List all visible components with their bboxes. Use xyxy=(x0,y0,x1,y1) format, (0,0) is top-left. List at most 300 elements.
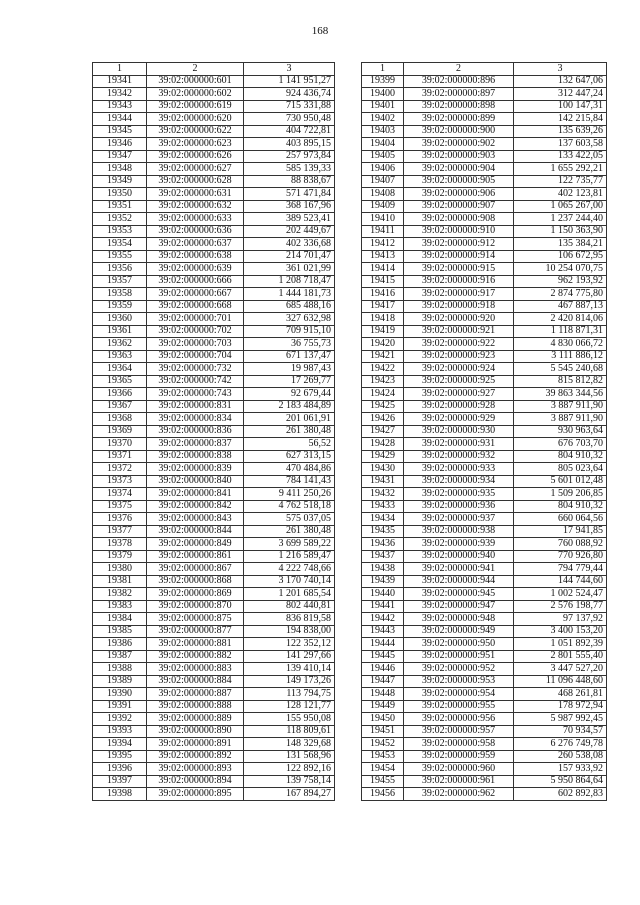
row-number-cell: 19408 xyxy=(362,188,404,201)
cadastral-number-cell: 39:02:000000:622 xyxy=(147,125,244,138)
cadastral-number-cell: 39:02:000000:870 xyxy=(147,600,244,613)
cadastral-number-cell: 39:02:000000:638 xyxy=(147,250,244,263)
table-row xyxy=(362,200,607,213)
table-row xyxy=(362,288,607,301)
cadastral-number-cell: 39:02:000000:944 xyxy=(404,575,514,588)
table-row xyxy=(93,513,335,526)
cadastral-number-cell: 39:02:000000:831 xyxy=(147,400,244,413)
table-row xyxy=(93,238,335,251)
table-row xyxy=(362,463,607,476)
value-cell: 671 137,47 xyxy=(244,350,335,363)
row-number-cell: 19418 xyxy=(362,313,404,326)
value-cell: 804 910,32 xyxy=(514,500,607,513)
value-cell: 1 118 871,31 xyxy=(514,325,607,338)
value-cell: 257 973,84 xyxy=(244,150,335,163)
value-cell: 2 576 198,77 xyxy=(514,600,607,613)
value-cell: 3 111 886,12 xyxy=(514,350,607,363)
cadastral-number-cell: 39:02:000000:923 xyxy=(404,350,514,363)
table-row xyxy=(362,550,607,563)
cadastral-number-cell: 39:02:000000:907 xyxy=(404,200,514,213)
row-number-cell: 19378 xyxy=(93,538,147,551)
value-cell: 260 538,08 xyxy=(514,750,607,763)
value-cell: 709 915,10 xyxy=(244,325,335,338)
table-row xyxy=(93,363,335,376)
row-number-cell: 19381 xyxy=(93,575,147,588)
cadastral-number-cell: 39:02:000000:950 xyxy=(404,638,514,651)
table-row xyxy=(362,725,607,738)
cadastral-table-left xyxy=(92,62,335,801)
value-cell: 4 830 066,72 xyxy=(514,338,607,351)
value-cell: 1 237 244,40 xyxy=(514,213,607,226)
table-row xyxy=(93,763,335,776)
cadastral-number-cell: 39:02:000000:628 xyxy=(147,175,244,188)
row-number-cell: 19413 xyxy=(362,250,404,263)
table-row xyxy=(362,613,607,626)
value-cell: 930 963,64 xyxy=(514,425,607,438)
value-cell: 17 941,85 xyxy=(514,525,607,538)
row-number-cell: 19411 xyxy=(362,225,404,238)
cadastral-number-cell: 39:02:000000:743 xyxy=(147,388,244,401)
row-number-cell: 19424 xyxy=(362,388,404,401)
row-number-cell: 19439 xyxy=(362,575,404,588)
value-cell: 135 639,26 xyxy=(514,125,607,138)
value-cell: 685 488,16 xyxy=(244,300,335,313)
row-number-cell: 19391 xyxy=(93,700,147,713)
value-cell: 402 123,81 xyxy=(514,188,607,201)
table-row xyxy=(93,150,335,163)
row-number-cell: 19405 xyxy=(362,150,404,163)
row-number-cell: 19383 xyxy=(93,600,147,613)
value-cell: 5 950 864,64 xyxy=(514,775,607,788)
row-number-cell: 19449 xyxy=(362,700,404,713)
row-number-cell: 19448 xyxy=(362,688,404,701)
cadastral-number-cell: 39:02:000000:626 xyxy=(147,150,244,163)
table-row xyxy=(93,400,335,413)
value-cell: 1 141 951,27 xyxy=(244,75,335,88)
row-number-cell: 19451 xyxy=(362,725,404,738)
value-cell: 194 838,00 xyxy=(244,625,335,638)
value-cell: 1 002 524,47 xyxy=(514,588,607,601)
value-cell: 88 838,67 xyxy=(244,175,335,188)
value-cell: 39 863 344,56 xyxy=(514,388,607,401)
row-number-cell: 19450 xyxy=(362,713,404,726)
value-cell: 470 484,86 xyxy=(244,463,335,476)
row-number-cell: 19406 xyxy=(362,163,404,176)
table-row xyxy=(93,350,335,363)
value-cell: 368 167,96 xyxy=(244,200,335,213)
value-cell: 468 261,81 xyxy=(514,688,607,701)
value-cell: 924 436,74 xyxy=(244,88,335,101)
cadastral-number-cell: 39:02:000000:623 xyxy=(147,138,244,151)
row-number-cell: 19412 xyxy=(362,238,404,251)
value-cell: 389 523,41 xyxy=(244,213,335,226)
value-cell: 133 422,05 xyxy=(514,150,607,163)
cadastral-number-cell: 39:02:000000:918 xyxy=(404,300,514,313)
table-row xyxy=(93,75,335,88)
row-number-cell: 19379 xyxy=(93,550,147,563)
row-number-cell: 19403 xyxy=(362,125,404,138)
row-number-cell: 19392 xyxy=(93,713,147,726)
cadastral-number-cell: 39:02:000000:668 xyxy=(147,300,244,313)
cadastral-number-cell: 39:02:000000:881 xyxy=(147,638,244,651)
cadastral-number-cell: 39:02:000000:627 xyxy=(147,163,244,176)
table-row xyxy=(93,475,335,488)
cadastral-number-cell: 39:02:000000:601 xyxy=(147,75,244,88)
row-number-cell: 19428 xyxy=(362,438,404,451)
value-cell: 70 934,57 xyxy=(514,725,607,738)
row-number-cell: 19409 xyxy=(362,200,404,213)
row-number-cell: 19353 xyxy=(93,225,147,238)
value-cell: 19 987,43 xyxy=(244,363,335,376)
cadastral-number-cell: 39:02:000000:704 xyxy=(147,350,244,363)
cadastral-number-cell: 39:02:000000:960 xyxy=(404,763,514,776)
value-cell: 760 088,92 xyxy=(514,538,607,551)
value-cell: 5 601 012,48 xyxy=(514,475,607,488)
row-number-cell: 19434 xyxy=(362,513,404,526)
cadastral-number-cell: 39:02:000000:949 xyxy=(404,625,514,638)
cadastral-number-cell: 39:02:000000:893 xyxy=(147,763,244,776)
table-row xyxy=(362,450,607,463)
cadastral-number-cell: 39:02:000000:883 xyxy=(147,663,244,676)
cadastral-number-cell: 39:02:000000:887 xyxy=(147,688,244,701)
cadastral-number-cell: 39:02:000000:899 xyxy=(404,113,514,126)
table-row xyxy=(362,525,607,538)
cadastral-number-cell: 39:02:000000:914 xyxy=(404,250,514,263)
row-number-cell: 19366 xyxy=(93,388,147,401)
value-cell: 403 895,15 xyxy=(244,138,335,151)
row-number-cell: 19390 xyxy=(93,688,147,701)
value-cell: 141 297,66 xyxy=(244,650,335,663)
table-row xyxy=(362,700,607,713)
row-number-cell: 19447 xyxy=(362,675,404,688)
value-cell: 122 352,12 xyxy=(244,638,335,651)
value-cell: 2 183 484,89 xyxy=(244,400,335,413)
column-header-2: 2 xyxy=(147,63,244,76)
table-row xyxy=(362,663,607,676)
page-number: 168 xyxy=(311,25,329,37)
table-row xyxy=(362,538,607,551)
cadastral-number-cell: 39:02:000000:602 xyxy=(147,88,244,101)
row-number-cell: 19350 xyxy=(93,188,147,201)
table-row xyxy=(362,588,607,601)
cadastral-number-cell: 39:02:000000:891 xyxy=(147,738,244,751)
row-number-cell: 19422 xyxy=(362,363,404,376)
row-number-cell: 19435 xyxy=(362,525,404,538)
row-number-cell: 19416 xyxy=(362,288,404,301)
cadastral-number-cell: 39:02:000000:927 xyxy=(404,388,514,401)
row-number-cell: 19352 xyxy=(93,213,147,226)
cadastral-number-cell: 39:02:000000:924 xyxy=(404,363,514,376)
row-number-cell: 19442 xyxy=(362,613,404,626)
table-row xyxy=(362,275,607,288)
value-cell: 11 096 448,60 xyxy=(514,675,607,688)
cadastral-number-cell: 39:02:000000:839 xyxy=(147,463,244,476)
table-row xyxy=(362,763,607,776)
cadastral-number-cell: 39:02:000000:917 xyxy=(404,288,514,301)
table-row xyxy=(362,625,607,638)
table-row xyxy=(93,650,335,663)
row-number-cell: 19374 xyxy=(93,488,147,501)
value-cell: 2 801 555,40 xyxy=(514,650,607,663)
row-number-cell: 19385 xyxy=(93,625,147,638)
value-cell: 3 170 740,14 xyxy=(244,575,335,588)
cadastral-number-cell: 39:02:000000:884 xyxy=(147,675,244,688)
value-cell: 770 926,80 xyxy=(514,550,607,563)
row-number-cell: 19433 xyxy=(362,500,404,513)
value-cell: 3 887 911,90 xyxy=(514,400,607,413)
table-header-row xyxy=(362,63,607,76)
cadastral-number-cell: 39:02:000000:842 xyxy=(147,500,244,513)
value-cell: 144 744,60 xyxy=(514,575,607,588)
value-cell: 571 471,84 xyxy=(244,188,335,201)
row-number-cell: 19387 xyxy=(93,650,147,663)
table-row xyxy=(93,413,335,426)
cadastral-number-cell: 39:02:000000:930 xyxy=(404,425,514,438)
value-cell: 836 819,58 xyxy=(244,613,335,626)
column-header-3: 3 xyxy=(514,63,607,76)
row-number-cell: 19395 xyxy=(93,750,147,763)
cadastral-number-cell: 39:02:000000:922 xyxy=(404,338,514,351)
table-row xyxy=(362,138,607,151)
row-number-cell: 19429 xyxy=(362,450,404,463)
table-row xyxy=(93,288,335,301)
value-cell: 794 779,44 xyxy=(514,563,607,576)
row-number-cell: 19371 xyxy=(93,450,147,463)
table-row xyxy=(93,213,335,226)
row-number-cell: 19362 xyxy=(93,338,147,351)
cadastral-number-cell: 39:02:000000:636 xyxy=(147,225,244,238)
value-cell: 3 887 911,90 xyxy=(514,413,607,426)
value-cell: 585 139,33 xyxy=(244,163,335,176)
cadastral-number-cell: 39:02:000000:948 xyxy=(404,613,514,626)
value-cell: 402 336,68 xyxy=(244,238,335,251)
table-row xyxy=(93,663,335,676)
cadastral-number-cell: 39:02:000000:837 xyxy=(147,438,244,451)
row-number-cell: 19376 xyxy=(93,513,147,526)
cadastral-number-cell: 39:02:000000:908 xyxy=(404,213,514,226)
table-row xyxy=(362,688,607,701)
column-header-1: 1 xyxy=(362,63,404,76)
table-row xyxy=(362,438,607,451)
row-number-cell: 19386 xyxy=(93,638,147,651)
value-cell: 361 021,99 xyxy=(244,263,335,276)
value-cell: 802 440,81 xyxy=(244,600,335,613)
value-cell: 118 809,61 xyxy=(244,725,335,738)
table-row xyxy=(93,788,335,801)
table-row xyxy=(93,263,335,276)
value-cell: 128 121,77 xyxy=(244,700,335,713)
row-number-cell: 19370 xyxy=(93,438,147,451)
table-row xyxy=(93,425,335,438)
table-row xyxy=(362,775,607,788)
cadastral-number-cell: 39:02:000000:701 xyxy=(147,313,244,326)
table-row xyxy=(362,375,607,388)
row-number-cell: 19402 xyxy=(362,113,404,126)
row-number-cell: 19344 xyxy=(93,113,147,126)
value-cell: 122 735,77 xyxy=(514,175,607,188)
table-row xyxy=(362,475,607,488)
cadastral-number-cell: 39:02:000000:929 xyxy=(404,413,514,426)
row-number-cell: 19343 xyxy=(93,100,147,113)
table-row xyxy=(362,600,607,613)
cadastral-number-cell: 39:02:000000:904 xyxy=(404,163,514,176)
table-row xyxy=(362,638,607,651)
row-number-cell: 19432 xyxy=(362,488,404,501)
value-cell: 17 269,77 xyxy=(244,375,335,388)
value-cell: 261 380,48 xyxy=(244,425,335,438)
table-row xyxy=(362,88,607,101)
row-number-cell: 19357 xyxy=(93,275,147,288)
row-number-cell: 19341 xyxy=(93,75,147,88)
cadastral-number-cell: 39:02:000000:896 xyxy=(404,75,514,88)
cadastral-number-cell: 39:02:000000:938 xyxy=(404,525,514,538)
table-row xyxy=(93,625,335,638)
table-row xyxy=(362,300,607,313)
cadastral-number-cell: 39:02:000000:841 xyxy=(147,488,244,501)
table-row xyxy=(93,175,335,188)
cadastral-number-cell: 39:02:000000:912 xyxy=(404,238,514,251)
table-row xyxy=(362,175,607,188)
cadastral-number-cell: 39:02:000000:631 xyxy=(147,188,244,201)
table-row xyxy=(93,550,335,563)
cadastral-number-cell: 39:02:000000:620 xyxy=(147,113,244,126)
table-row xyxy=(362,213,607,226)
row-number-cell: 19349 xyxy=(93,175,147,188)
value-cell: 97 137,92 xyxy=(514,613,607,626)
cadastral-number-cell: 39:02:000000:875 xyxy=(147,613,244,626)
table-row xyxy=(362,313,607,326)
table-row xyxy=(362,388,607,401)
row-number-cell: 19389 xyxy=(93,675,147,688)
cadastral-number-cell: 39:02:000000:956 xyxy=(404,713,514,726)
table-row xyxy=(93,163,335,176)
table-row xyxy=(362,400,607,413)
row-number-cell: 19384 xyxy=(93,613,147,626)
table-row xyxy=(93,438,335,451)
table-row xyxy=(362,713,607,726)
value-cell: 6 276 749,78 xyxy=(514,738,607,751)
row-number-cell: 19372 xyxy=(93,463,147,476)
row-number-cell: 19436 xyxy=(362,538,404,551)
value-cell: 139 410,14 xyxy=(244,663,335,676)
row-number-cell: 19373 xyxy=(93,475,147,488)
row-number-cell: 19443 xyxy=(362,625,404,638)
table-row xyxy=(362,488,607,501)
value-cell: 602 892,83 xyxy=(514,788,607,801)
row-number-cell: 19414 xyxy=(362,263,404,276)
table-row xyxy=(93,450,335,463)
row-number-cell: 19342 xyxy=(93,88,147,101)
table-row xyxy=(93,563,335,576)
row-number-cell: 19347 xyxy=(93,150,147,163)
cadastral-number-cell: 39:02:000000:934 xyxy=(404,475,514,488)
cadastral-number-cell: 39:02:000000:903 xyxy=(404,150,514,163)
value-cell: 36 755,73 xyxy=(244,338,335,351)
table-row xyxy=(93,125,335,138)
cadastral-number-cell: 39:02:000000:861 xyxy=(147,550,244,563)
row-number-cell: 19382 xyxy=(93,588,147,601)
cadastral-number-cell: 39:02:000000:843 xyxy=(147,513,244,526)
value-cell: 4 222 748,66 xyxy=(244,563,335,576)
table-row xyxy=(362,188,607,201)
cadastral-number-cell: 39:02:000000:928 xyxy=(404,400,514,413)
row-number-cell: 19398 xyxy=(93,788,147,801)
table-row xyxy=(93,525,335,538)
row-number-cell: 19417 xyxy=(362,300,404,313)
row-number-cell: 19356 xyxy=(93,263,147,276)
value-cell: 962 193,92 xyxy=(514,275,607,288)
cadastral-table-right xyxy=(361,62,607,801)
value-cell: 113 794,75 xyxy=(244,688,335,701)
table-row xyxy=(362,738,607,751)
cadastral-number-cell: 39:02:000000:868 xyxy=(147,575,244,588)
value-cell: 715 331,88 xyxy=(244,100,335,113)
value-cell: 1 201 685,54 xyxy=(244,588,335,601)
value-cell: 1 150 363,90 xyxy=(514,225,607,238)
row-number-cell: 19355 xyxy=(93,250,147,263)
table-row xyxy=(93,588,335,601)
row-number-cell: 19359 xyxy=(93,300,147,313)
cadastral-number-cell: 39:02:000000:702 xyxy=(147,325,244,338)
row-number-cell: 19456 xyxy=(362,788,404,801)
row-number-cell: 19380 xyxy=(93,563,147,576)
row-number-cell: 19410 xyxy=(362,213,404,226)
value-cell: 1 655 292,21 xyxy=(514,163,607,176)
row-number-cell: 19440 xyxy=(362,588,404,601)
value-cell: 312 447,24 xyxy=(514,88,607,101)
value-cell: 1 208 718,47 xyxy=(244,275,335,288)
table-row xyxy=(362,788,607,801)
value-cell: 575 037,05 xyxy=(244,513,335,526)
cadastral-number-cell: 39:02:000000:894 xyxy=(147,775,244,788)
table-row xyxy=(93,313,335,326)
value-cell: 805 023,64 xyxy=(514,463,607,476)
row-number-cell: 19361 xyxy=(93,325,147,338)
value-cell: 5 545 240,68 xyxy=(514,363,607,376)
row-number-cell: 19415 xyxy=(362,275,404,288)
cadastral-number-cell: 39:02:000000:947 xyxy=(404,600,514,613)
table-row xyxy=(93,600,335,613)
cadastral-number-cell: 39:02:000000:954 xyxy=(404,688,514,701)
value-cell: 1 444 181,73 xyxy=(244,288,335,301)
table-row xyxy=(362,425,607,438)
table-row xyxy=(93,713,335,726)
value-cell: 178 972,94 xyxy=(514,700,607,713)
row-number-cell: 19351 xyxy=(93,200,147,213)
value-cell: 214 701,47 xyxy=(244,250,335,263)
cadastral-number-cell: 39:02:000000:633 xyxy=(147,213,244,226)
table-row xyxy=(93,613,335,626)
cadastral-number-cell: 39:02:000000:952 xyxy=(404,663,514,676)
table-row xyxy=(362,263,607,276)
cadastral-number-cell: 39:02:000000:834 xyxy=(147,413,244,426)
value-cell: 1 509 206,85 xyxy=(514,488,607,501)
cadastral-number-cell: 39:02:000000:838 xyxy=(147,450,244,463)
table-row xyxy=(93,675,335,688)
row-number-cell: 19364 xyxy=(93,363,147,376)
row-number-cell: 19399 xyxy=(362,75,404,88)
cadastral-number-cell: 39:02:000000:961 xyxy=(404,775,514,788)
table-row xyxy=(362,163,607,176)
value-cell: 1 065 267,00 xyxy=(514,200,607,213)
cadastral-number-cell: 39:02:000000:742 xyxy=(147,375,244,388)
table-row xyxy=(362,363,607,376)
value-cell: 149 173,26 xyxy=(244,675,335,688)
value-cell: 5 987 992,45 xyxy=(514,713,607,726)
row-number-cell: 19388 xyxy=(93,663,147,676)
table-row xyxy=(93,738,335,751)
cadastral-number-cell: 39:02:000000:959 xyxy=(404,750,514,763)
